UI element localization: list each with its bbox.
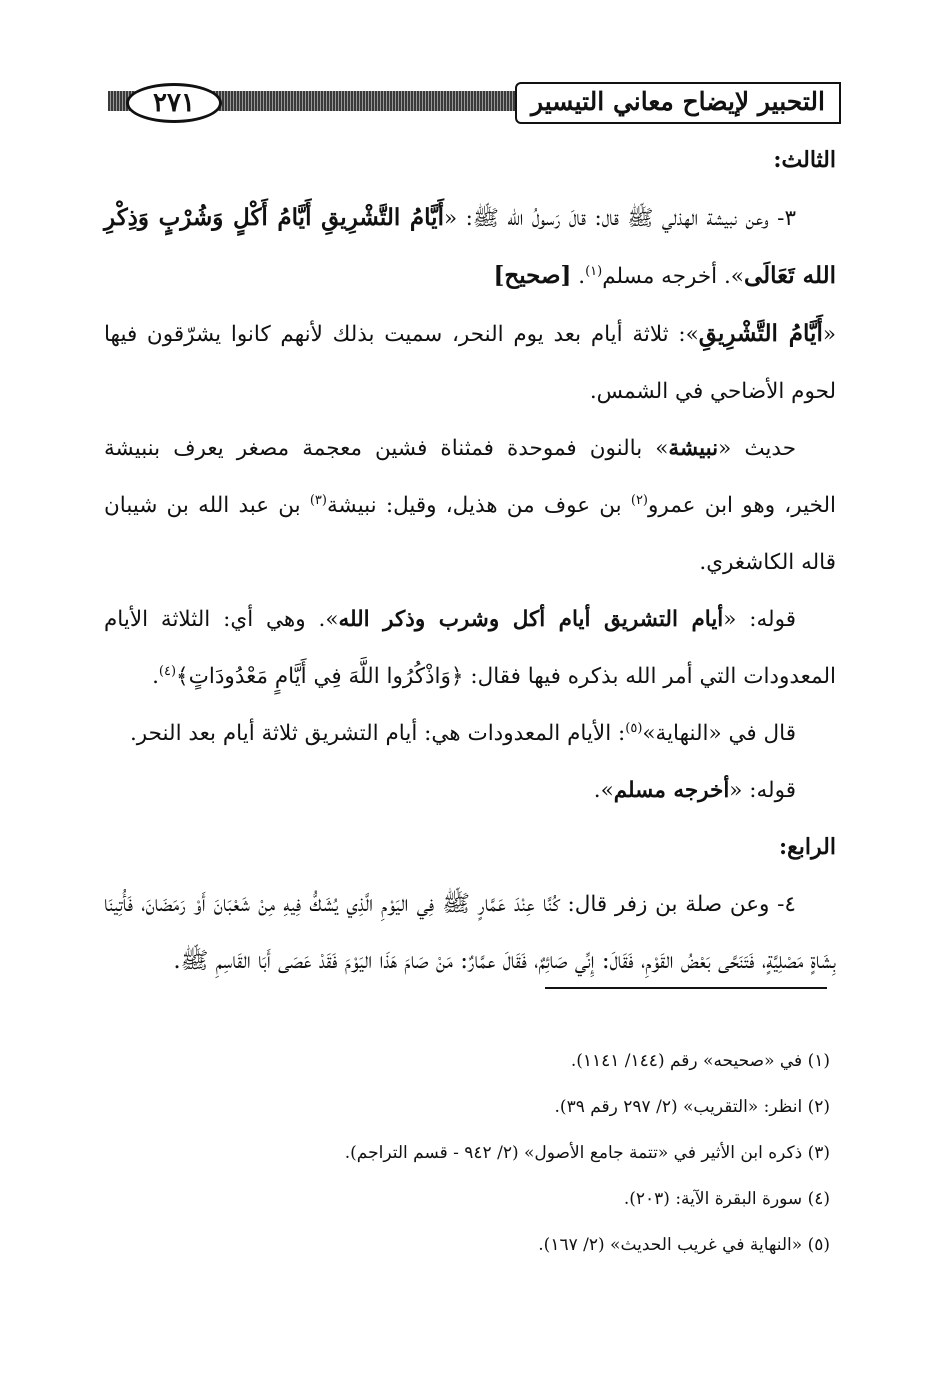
hadith-3-paragraph	[104, 189, 836, 305]
section-heading-third: الثالث:	[773, 147, 836, 173]
footnote-ref-1[interactable]: (١)	[585, 263, 603, 279]
commentary-2-quote: أخرجه مسلم	[613, 778, 730, 803]
commentary-1-intro: قوله: «	[723, 607, 796, 632]
section-heading-fourth: الرابع:	[778, 834, 836, 860]
footnote-3: (٣) ذكره ابن الأثير في «تتمة جامع الأصول» (٢/ ٩٤٢ - قسم التراجم).	[344, 1143, 830, 1163]
commentary-1-quote: أيام التشريق أيام أكل وشرب وذكر الله	[338, 607, 724, 632]
footnote-5: (٥) «النهاية في غريب الحديث» (٢/ ١٦٧).	[538, 1235, 830, 1255]
footnote-2: (٢) انظر: «التقريب» (٢/ ٢٩٧ رقم ٣٩).	[554, 1097, 830, 1117]
footnotes	[104, 1038, 830, 1268]
explanation-tashriq	[104, 305, 836, 420]
hadith-4-text: كُنَّا عِنْدَ عَمَّارٍ ﷺ فِي اليَوْمِ الَّذِي يُشَكُّ فِيهِ مِنْ شَعْبَانَ أَوْ رَمَضَانَ، فَأُتِينَا بِشَاةٍ مَصْلِيَّةٍ، فَتَنَحَّى بَعْضُ القَوْمِ، فَقَالَ: إِنِّي صَائِمٌ، فَقَالَ عمَّارٌ: مَنْ صَامَ هَذَا اليَوْمَ فَقَدْ عَصَى أَبَا القَاسِمِ ﷺ.	[104, 891, 836, 974]
nihaya-intro: قال في «النهاية»	[642, 721, 796, 746]
commentary-2-intro: قوله: «	[729, 778, 796, 803]
running-header	[108, 82, 841, 122]
narrator-text-2: بن عوف من هذيل، وقيل: نبيشة	[326, 493, 631, 518]
hadith-3-intro: ٣- وعن نبيشة الهذلي ﷺ قال: قالَ رَسولُ الله ﷺ: «	[443, 206, 797, 231]
footnote-ref-5[interactable]: (٥)	[625, 720, 643, 736]
footnote-4: (٤) سورة البقرة الآية: (٢٠٣).	[623, 1189, 830, 1209]
narrator-intro: حديث «	[718, 436, 796, 461]
nihaya-text: : الأيام المعدودات هي: أيام التشريق ثلاثة أيام بعد النحر.	[129, 721, 626, 746]
commentary-paragraph-2	[104, 762, 836, 819]
hadith-grade: [صحيح]	[493, 262, 572, 289]
narrator-name: نبيشة	[668, 436, 719, 461]
narrator-text-1: » بالنون فموحدة فمثناة فشين معجمة مصغر يعرف بنبيشة الخير، وهو ابن عمرو	[104, 436, 836, 518]
explanation-tashriq-text: »: ثلاثة أيام بعد يوم النحر، سميت بذلك لأنهم كانوا يشرّقون فيها لحوم الأضاحي في الشمس.	[104, 322, 836, 404]
commentary-paragraph-1	[104, 591, 836, 705]
narrator-text-3: بن عبد الله بن شيبان قاله الكاشغري.	[104, 493, 836, 575]
footnote-ref-4[interactable]: (٤)	[158, 663, 177, 679]
footnote-divider	[545, 987, 827, 989]
footnote-ref-2[interactable]: (٢)	[630, 492, 648, 508]
term-tashriq: أَيَّامُ التَّشْرِيقِ	[698, 320, 823, 347]
page-number: ٢٧١	[126, 83, 222, 123]
nihaya-paragraph	[104, 705, 836, 762]
footnote-ref-3[interactable]: (٣)	[309, 492, 327, 508]
hadith-3-sep: .	[571, 264, 586, 289]
book-title: التحبير لإيضاح معاني التيسير	[515, 82, 841, 124]
hadith-3-text: أَيَّامُ التَّشْرِيقِ أَيَّامُ أَكْلٍ وَشُرْبٍ وَذِكْرِ الله تَعَالَى	[104, 204, 836, 289]
commentary-1-end: .	[152, 664, 159, 689]
hadith-4-paragraph	[104, 876, 836, 990]
narrator-paragraph	[104, 420, 836, 591]
commentary-1-text: ». وهي أي: الثلاثة الأيام المعدودات التي أمر الله بذكره فيها فقال: ﴿وَاذْكُرُوا اللَّهَ فِي أَيَّامٍ مَعْدُودَاتٍ﴾	[104, 607, 836, 689]
commentary-2-end: ».	[593, 778, 614, 803]
main-text	[104, 132, 836, 990]
hadith-3-source: ». أخرجه مسلم	[602, 264, 744, 289]
quote-open: «	[822, 322, 836, 347]
hadith-4-intro: ٤- وعن صلة بن زفر قال:	[559, 892, 796, 917]
footnote-1: (١) في «صحيحه» رقم (١٤٤/ ١١٤١).	[570, 1051, 830, 1071]
